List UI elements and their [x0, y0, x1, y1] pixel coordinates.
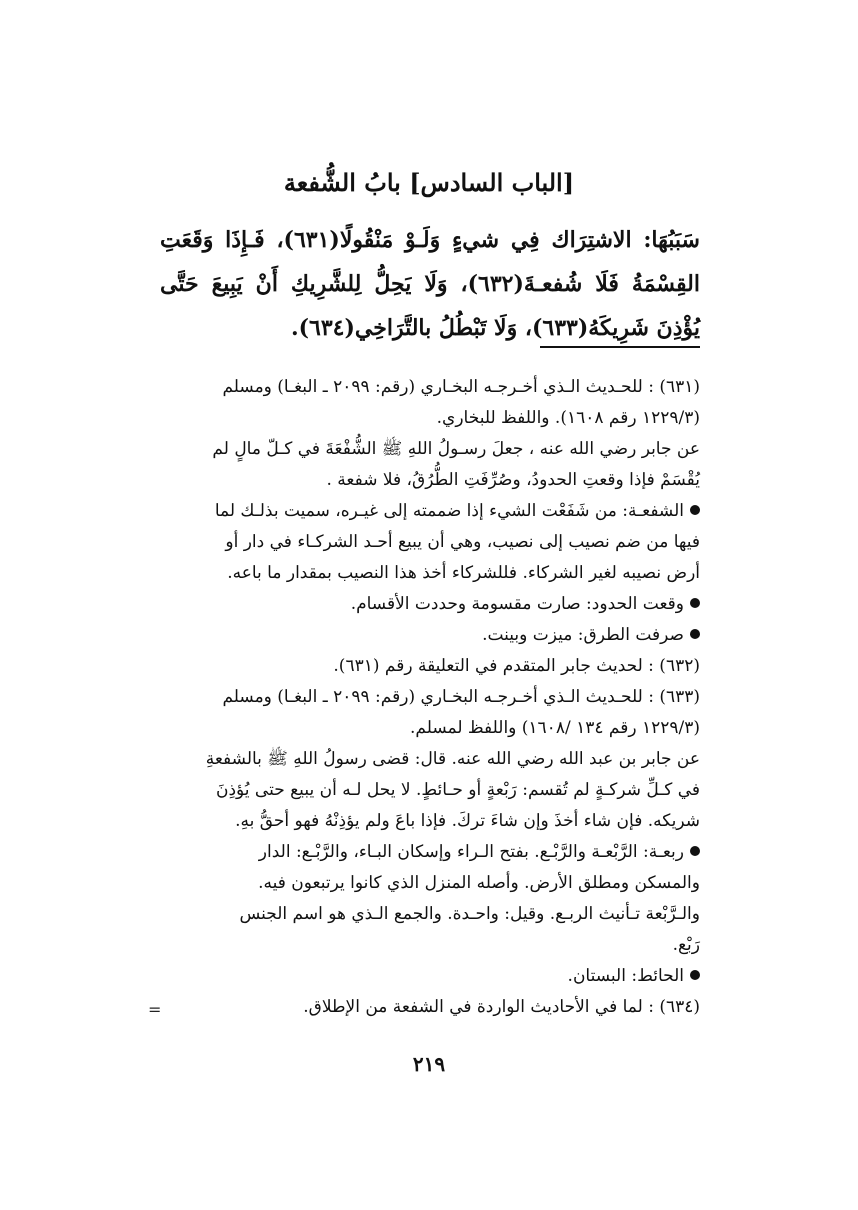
footnote-631-line: فيها من ضم نصيب إلى نصيب، وهي أن يبيع أحـد الشركـاء في دار أو [225, 532, 700, 552]
footnote-633: (٦٣٣) : للحـديث الـذي أخـرجـه البخـاري (رقم: ٢٠٩٩ ـ البغـا) ومسلم [222, 687, 700, 707]
page-number: ٢١٩ [412, 1052, 446, 1076]
footnote-634: (٦٣٤) : لما في الأحاديث الواردة في الشفعة من الإطلاق. [303, 997, 700, 1017]
bullet-icon [684, 625, 700, 645]
footnotes [160, 372, 700, 1023]
main-text [160, 218, 700, 350]
footnote-631-bullet: وقعت الحدود: صارت مقسومة وحددت الأقسام. [160, 589, 700, 620]
footnote-631-bullet: الشفعـة: من شَفَعْت الشيء إذا ضممته إلى غيـره، سميت بذلـك لما [160, 496, 700, 527]
main-paragraph: سَبَبُهَا: الاشتِرَاك فِي شيءٍ وَلَـوْ مَنْقُولًا(٦٣١)، فَـإِذَا وَقَعَتِ القِسْمَةُ فَلَا شُفعـةَ(٦٣٢)، وَلَا يَحِلُّ لِلشَّرِيكِ أَنْ يَبِيعَ حَتَّى يُؤْذِنَ شَرِيكَهُ(٦٣٣)، وَلَا تَبْطُلُ بالتَّرَاخِي(٦٣٤). [160, 227, 700, 341]
footnote-633-line: رَبْع. [672, 935, 700, 955]
footnote-633-line: والمسكن ومطلق الأرض. وأصله المنزل الذي كانوا يرتبعون فيه. [258, 873, 700, 893]
footnote-633-line: في كـلِّ شركـةٍ لم تُقسم: رَبْعةٍ أو حـائطٍ. لا يحل لـه أن يبيع حتى يُؤذِنَ [215, 780, 700, 800]
footnote-632: (٦٣٢) : لحديث جابر المتقدم في التعليقة رقم (٦٣١). [333, 656, 700, 676]
bullet-icon [684, 501, 700, 521]
margin-mark: = [148, 1000, 162, 1019]
footnote-631-line: أرض نصيبه لغير الشركاء. فللشركاء أخذ هذا النصيب بمقدار ما باعه. [227, 563, 700, 583]
footnote-divider [540, 346, 700, 348]
footnote-631-line: عن جابر رضي الله عنه ، جعلَ رسـولُ اللهِ ﷺ الشُّفْعَةَ في كـلّ مالٍ لم [212, 439, 700, 459]
bullet-icon [684, 594, 700, 614]
footnote-633-line: شريكه. فإن شاء أخذَ وإن شاءَ تركَ. فإذا باعَ ولم يؤذِنْهُ فهو أحقُّ بهِ. [235, 811, 700, 831]
footnote-633-line: (١٢٢٩/٣ رقم ١٣٤ /١٦٠٨) واللفظ لمسلم. [409, 718, 700, 738]
footnote-633-line: عن جابر بن عبد الله رضي الله عنه. قال: قضى رسولُ اللهِ ﷺ بالشفعةِ [205, 749, 700, 769]
chapter-title: [الباب السادس] بابُ الشُّفعة [283, 168, 575, 197]
footnote-633-line: والـرَّبْعة تـأنيث الربـع. وقيل: واحـدة. والجمع الـذي هو اسم الجنس [239, 904, 700, 924]
footnote-633-bullet: الحائط: البستان. [160, 961, 700, 992]
footnote-631-bullet: صرفت الطرق: ميزت وبينت. [160, 620, 700, 651]
bullet-icon [684, 842, 700, 862]
footnote-631-line: يُقْسَمْ فإذا وقعتِ الحدودُ، وصُرِّفَتِ الطُّرُقُ، فلا شفعة . [326, 470, 700, 490]
footnote-631-line: (١٢٢٩/٣ رقم ١٦٠٨). واللفظ للبخاري. [436, 408, 700, 428]
footnote-633-bullet: ربعـة: الرَّبْعـة والرَّبْـع. بفتح الـراء وإسكان البـاء، والرَّبْـع: الدار [160, 837, 700, 868]
bullet-icon [684, 966, 700, 986]
footnote-631: (٦٣١) : للحـديث الـذي أخـرجـه البخـاري (رقم: ٢٠٩٩ ـ البغـا) ومسلم [222, 377, 700, 397]
